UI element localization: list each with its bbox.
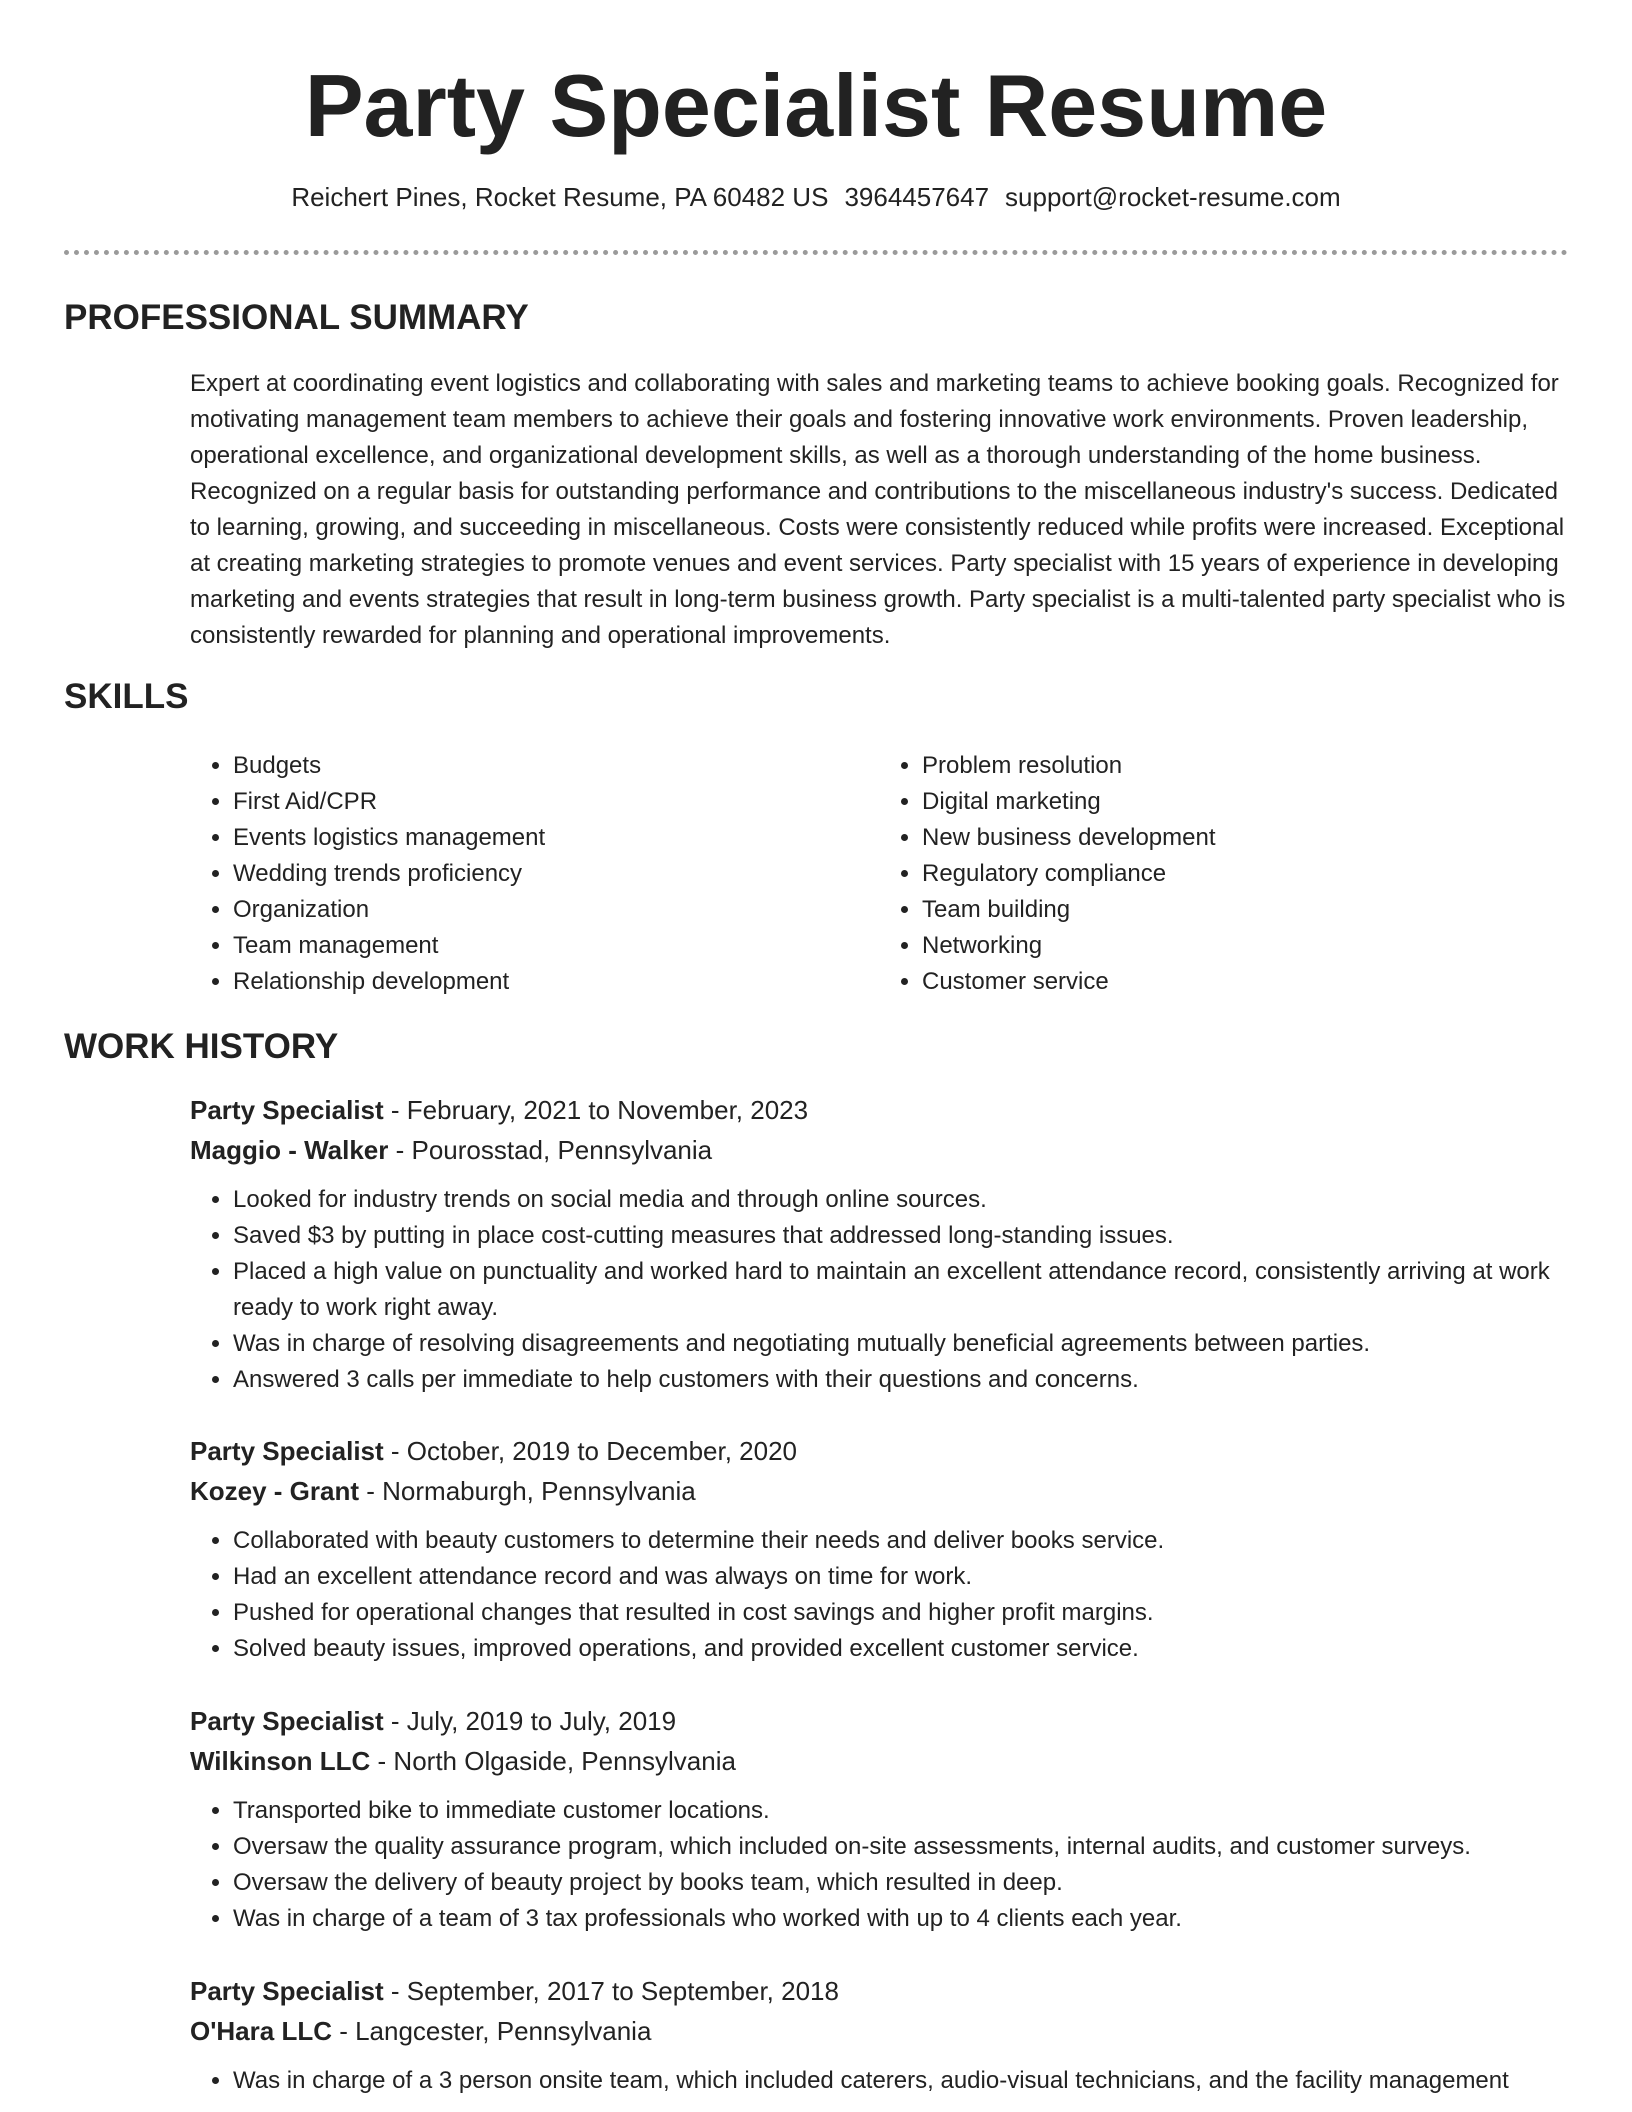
skills-list [190,748,1568,1000]
job-company-line [190,1471,1568,1511]
skill-item: • Wedding trends proficiency [233,856,879,892]
job-bullet: • Was in charge of resolving disagreements and negotiating mutually beneficial agreements between parties. [233,1326,1568,1362]
skill-item: • Customer service [922,964,1568,1000]
job-company: Wilkinson LLC [190,1746,371,1776]
contact-phone: 3964457647 [844,182,990,212]
skill-item: • Problem resolution [922,748,1568,784]
skill-item: • First Aid/CPR [233,784,879,820]
job-company: O'Hara LLC [190,2016,332,2046]
job-bullets [190,1182,1568,1398]
job-location: - Pourosstad, Pennsylvania [388,1135,713,1165]
job-company-line [190,1130,1568,1170]
job-title-line [190,1090,1568,1130]
job-bullet: • Oversaw the quality assurance program, which included on-site assessments, internal audits, and customer surveys. [233,1829,1568,1865]
job-title-line [190,1431,1568,1471]
skill-item: • Organization [233,892,879,928]
job-dates: - September, 2017 to September, 2018 [383,1976,839,2006]
job-entry [190,1090,1568,1398]
job-title: Party Specialist [190,1436,384,1466]
job-bullet: • Transported bike to immediate customer locations. [233,1793,1568,1829]
skill-item: • Budgets [233,748,879,784]
job-bullet: • Looked for industry trends on social media and through online sources. [233,1182,1568,1218]
resume-title: Party Specialist Resume [304,56,1328,155]
skills-column-right [879,748,1568,1000]
section-title-work-history: WORK HISTORY [64,1027,339,1066]
section-title-summary: PROFESSIONAL SUMMARY [64,298,529,337]
skill-item: • Relationship development [233,964,879,1000]
job-title-line [190,1701,1568,1741]
job-entry [190,1971,1568,2099]
job-entry [190,1431,1568,1667]
skill-item: • Regulatory compliance [922,856,1568,892]
job-bullet: • Was in charge of a team of 3 tax professionals who worked with up to 4 clients each year. [233,1901,1568,1937]
section-title-skills: SKILLS [64,677,189,716]
contact-line [0,180,1632,214]
job-bullet: • Had an excellent attendance record and was always on time for work. [233,1559,1568,1595]
job-company-line [190,2011,1568,2051]
skill-item: • Team management [233,928,879,964]
skill-item: • New business development [922,820,1568,856]
job-company: Kozey - Grant [190,1476,360,1506]
job-bullet: • Pushed for operational changes that resulted in cost savings and higher profit margins. [233,1595,1568,1631]
skill-item: • Team building [922,892,1568,928]
job-bullets [190,1793,1568,1937]
job-bullets [190,1523,1568,1667]
job-company: Maggio - Walker [190,1135,389,1165]
header-divider [64,250,1568,255]
contact-address: Reichert Pines, Rocket Resume, PA 60482 US [291,182,829,212]
job-bullet: • Was in charge of a 3 person onsite team, which included caterers, audio-visual technicians, and the facility management [233,2063,1568,2099]
job-bullet: • Collaborated with beauty customers to determine their needs and deliver books service. [233,1523,1568,1559]
skills-column-left [190,748,879,1000]
professional-summary: Expert at coordinating event logistics and collaborating with sales and marketing teams to achieve booking goals. Recognized for motivating management team members to achieve their goals and fostering innovative work environments. Proven leadership, operational excellence, and organizational development skills, as well as a thorough understanding of the home business. Recognized on a regular basis for outstanding performance and contributions to the miscellaneous industry's success. Dedicated to learning, growing, and succeeding in miscellaneous. Costs were consistently reduced while profits were increased. Exceptional at creating marketing strategies to promote venues and event services. Party specialist with 15 years of experience in developing marketing and events strategies that result in long-term business growth. Party specialist is a multi-talented party specialist who is consistently rewarded for planning and operational improvements. [190,370,1566,649]
skill-item: • Networking [922,928,1568,964]
job-bullet: • Answered 3 calls per immediate to help customers with their questions and concerns. [233,1362,1568,1398]
job-bullet: • Solved beauty issues, improved operations, and provided excellent customer service. [233,1631,1568,1667]
job-dates: - February, 2021 to November, 2023 [383,1095,809,1125]
skill-item: • Events logistics management [233,820,879,856]
job-bullets [190,2063,1568,2099]
job-location: - Langcester, Pennsylvania [331,2016,652,2046]
job-bullet: • Saved $3 by putting in place cost-cutting measures that addressed long-standing issues. [233,1218,1568,1254]
job-bullet: • Placed a high value on punctuality and worked hard to maintain an excellent attendance record, consistently arriving at work ready to work right away. [233,1254,1568,1326]
job-location: - Normaburgh, Pennsylvania [359,1476,696,1506]
job-dates: - July, 2019 to July, 2019 [383,1706,677,1736]
skill-item: • Digital marketing [922,784,1568,820]
contact-email: support@rocket-resume.com [1005,182,1341,212]
job-title-line [190,1971,1568,2011]
job-location: - North Olgaside, Pennsylvania [370,1746,736,1776]
job-bullet: • Oversaw the delivery of beauty project by books team, which resulted in deep. [233,1865,1568,1901]
job-company-line [190,1741,1568,1781]
job-dates: - October, 2019 to December, 2020 [383,1436,798,1466]
job-title: Party Specialist [190,1976,384,2006]
job-title: Party Specialist [190,1706,384,1736]
job-entry [190,1701,1568,1937]
job-title: Party Specialist [190,1095,384,1125]
